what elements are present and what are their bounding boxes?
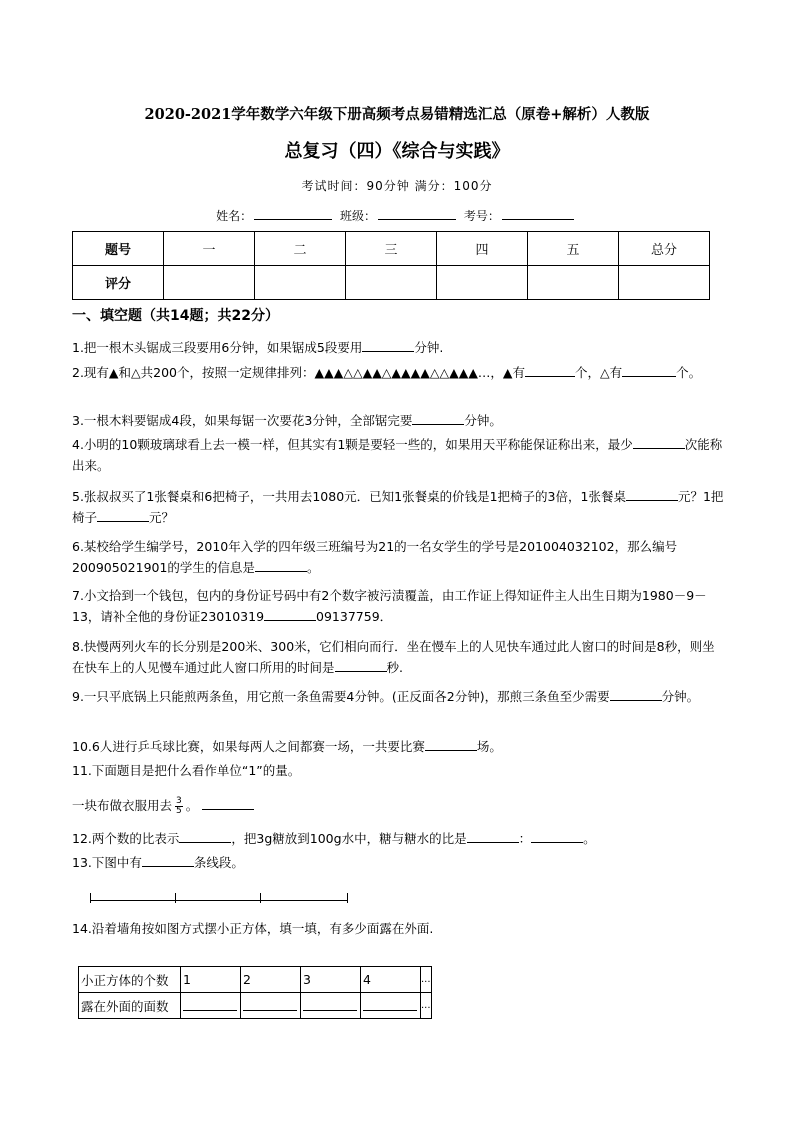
- table-cell: 题号: [73, 232, 164, 266]
- answer-blank[interactable]: [243, 998, 297, 1011]
- question-text: 8.快慢两列火车的长分别是200米、300米，它们相向而行．坐在慢车上的人见快车通过此人窗口的时间是8秒，则坐在快车上的人见慢车通过此人窗口所用的时间是: [72, 639, 715, 675]
- answer-blank[interactable]: [303, 998, 357, 1011]
- answer-cell[interactable]: [301, 993, 361, 1019]
- answer-blank[interactable]: [425, 738, 477, 751]
- line-segment-figure: [90, 891, 348, 905]
- table-cell: 四: [437, 232, 528, 266]
- question-text: 4.小明的10颗玻璃球看上去一模一样，但其实有1颗是要轻一些的，如果用天平称能保证称出来，最少: [72, 437, 633, 452]
- answer-blank[interactable]: [255, 559, 307, 572]
- question-text: 13.下图中有: [72, 855, 142, 870]
- answer-blank[interactable]: [179, 830, 231, 843]
- question-text: 5.张叔叔买了1张餐桌和6把椅子，一共用去1080元．已知1张餐桌的价钱是1把椅子的3倍，1张餐桌: [72, 489, 626, 504]
- question-12: [72, 828, 724, 849]
- table-cell: 评分: [73, 266, 164, 300]
- question-text: 个。: [676, 365, 702, 380]
- table-cell: ...: [421, 993, 432, 1019]
- answer-blank[interactable]: [264, 608, 316, 621]
- score-cell[interactable]: [528, 266, 619, 300]
- table-cell: 三: [346, 232, 437, 266]
- id-label: 考号：: [463, 209, 500, 223]
- question-10: [72, 736, 724, 757]
- question-text: 09137759．: [316, 609, 393, 624]
- question-text: 7.小文拾到一个钱包，包内的身份证号码中有2个数字被污渍覆盖，由工作证上得知证件主人出生日期为1980－9－13，请补全他的身份证23010319: [72, 588, 707, 624]
- answer-cell[interactable]: [181, 993, 241, 1019]
- segment-line: [90, 900, 348, 901]
- table-cell: 2: [241, 967, 301, 993]
- question-text: 个，△有: [575, 365, 623, 380]
- question-11: [72, 760, 724, 781]
- question-text: 次能称出来。: [72, 437, 723, 473]
- question-text: 一块布做衣服用去: [72, 798, 173, 813]
- table-cell: 露在外面的面数: [79, 993, 181, 1019]
- table-row: [79, 993, 432, 1019]
- question-14: [72, 918, 724, 939]
- score-table-header-row: [73, 232, 710, 266]
- cube-faces-table: [78, 966, 432, 1019]
- question-text: 元？1把椅子: [72, 489, 724, 525]
- score-cell[interactable]: [437, 266, 528, 300]
- id-blank[interactable]: [502, 207, 574, 220]
- table-cell: 1: [181, 967, 241, 993]
- question-text: 10.6人进行乒乓球比赛，如果每两人之间都赛一场，一共要比赛: [72, 739, 425, 754]
- score-table-score-row: [73, 266, 710, 300]
- question-text: 。: [185, 798, 199, 813]
- segment-tick: [90, 893, 91, 903]
- question-5: [72, 486, 724, 528]
- question-text: 14.沿着墙角按如图方式摆小正方体，填一填，有多少面露在外面.: [72, 921, 434, 936]
- question-4: [72, 434, 724, 476]
- question-1: [72, 337, 724, 358]
- answer-blank[interactable]: [626, 488, 678, 501]
- question-7: [72, 585, 724, 627]
- segment-tick: [175, 893, 176, 903]
- answer-blank[interactable]: [412, 412, 464, 425]
- fraction-denominator: 5: [176, 806, 182, 816]
- question-text: 分钟.: [414, 340, 444, 355]
- table-cell: 4: [361, 967, 421, 993]
- student-info-row: [0, 207, 794, 224]
- answer-blank[interactable]: [97, 509, 149, 522]
- score-cell[interactable]: [619, 266, 710, 300]
- class-label: 班级：: [339, 209, 376, 223]
- table-cell: ...: [421, 967, 432, 993]
- table-cell: 3: [301, 967, 361, 993]
- table-cell: 五: [528, 232, 619, 266]
- segment-tick: [260, 893, 261, 903]
- class-blank[interactable]: [378, 207, 456, 220]
- question-text: 秒.: [386, 660, 403, 675]
- document-title: 2020-2021学年数学六年级下册高频考点易错精选汇总（原卷+解析）人教版: [144, 106, 650, 123]
- score-table: [72, 231, 710, 300]
- answer-blank[interactable]: [610, 688, 662, 701]
- table-row: [79, 967, 432, 993]
- question-text: 1.把一根木头锯成三段要用6分钟，如果锯成5段要用: [72, 340, 363, 355]
- question-text: 3.一根木料要锯成4段，如果每锯一次要花3分钟，全部锯完要: [72, 413, 413, 428]
- question-8: [72, 636, 724, 678]
- answer-blank[interactable]: [525, 364, 575, 377]
- question-2: [72, 362, 724, 383]
- answer-blank[interactable]: [335, 659, 387, 672]
- question-text: 11.下面题目是把什么看作单位“1”的量。: [72, 763, 301, 778]
- question-text: 12.两个数的比表示: [72, 831, 180, 846]
- segment-tick: [347, 893, 348, 903]
- question-3: [72, 410, 724, 431]
- exam-info: 考试时间：90分钟 满分：100分: [301, 179, 493, 193]
- question-text: 9.一只平底锅上只能煎两条鱼，用它煎一条鱼需要4分钟。(正反面各2分钟)，那煎三条鱼至少需要: [72, 689, 610, 704]
- question-text: 元？: [149, 510, 175, 525]
- question-text: 条线段。: [193, 855, 244, 870]
- question-text: 6.某校给学生编学号，2010年入学的四年级三班编号为21的一名女学生的学号是201004032102，那么编号200905021901的学生的信息是: [72, 539, 678, 575]
- answer-blank[interactable]: [363, 998, 417, 1011]
- answer-cell[interactable]: [241, 993, 301, 1019]
- question-13: [72, 852, 724, 873]
- fraction-numerator: 3: [176, 796, 182, 806]
- question-9: [72, 686, 724, 707]
- score-cell[interactable]: [255, 266, 346, 300]
- answer-blank[interactable]: [622, 364, 676, 377]
- score-cell[interactable]: [164, 266, 255, 300]
- table-cell: 总分: [619, 232, 710, 266]
- answer-blank[interactable]: [531, 830, 583, 843]
- answer-blank[interactable]: [142, 854, 194, 867]
- table-cell: 一: [164, 232, 255, 266]
- question-text: 。: [583, 831, 596, 846]
- table-cell: 小正方体的个数: [79, 967, 181, 993]
- question-text: 。: [306, 560, 320, 575]
- question-text: ，把3g糖放到100g水中，糖与糖水的比是: [231, 831, 467, 846]
- answer-blank[interactable]: [183, 998, 237, 1011]
- fraction: [175, 797, 183, 816]
- name-label: 姓名：: [216, 209, 253, 223]
- answer-cell[interactable]: [361, 993, 421, 1019]
- section-heading: 一、填空题（共14题；共22分）: [72, 308, 279, 324]
- question-text: ：: [518, 831, 532, 846]
- question-6: [72, 536, 724, 578]
- question-text: 场。: [476, 739, 502, 754]
- answer-blank[interactable]: [467, 830, 519, 843]
- table-cell: 二: [255, 232, 346, 266]
- question-text: 分钟。: [464, 413, 502, 428]
- answer-blank[interactable]: [362, 339, 414, 352]
- name-blank[interactable]: [254, 207, 332, 220]
- question-11-item: [72, 795, 724, 816]
- answer-blank[interactable]: [633, 436, 685, 449]
- score-cell[interactable]: [346, 266, 437, 300]
- question-text: 2.现有▲和△共200个，按照一定规律排列：▲▲▲△△▲▲△▲▲▲▲△△▲▲▲…，▲有: [72, 365, 526, 380]
- document-subtitle: 总复习（四）《综合与实践》: [284, 141, 510, 162]
- answer-blank[interactable]: [202, 797, 254, 810]
- question-text: 分钟。: [661, 689, 700, 704]
